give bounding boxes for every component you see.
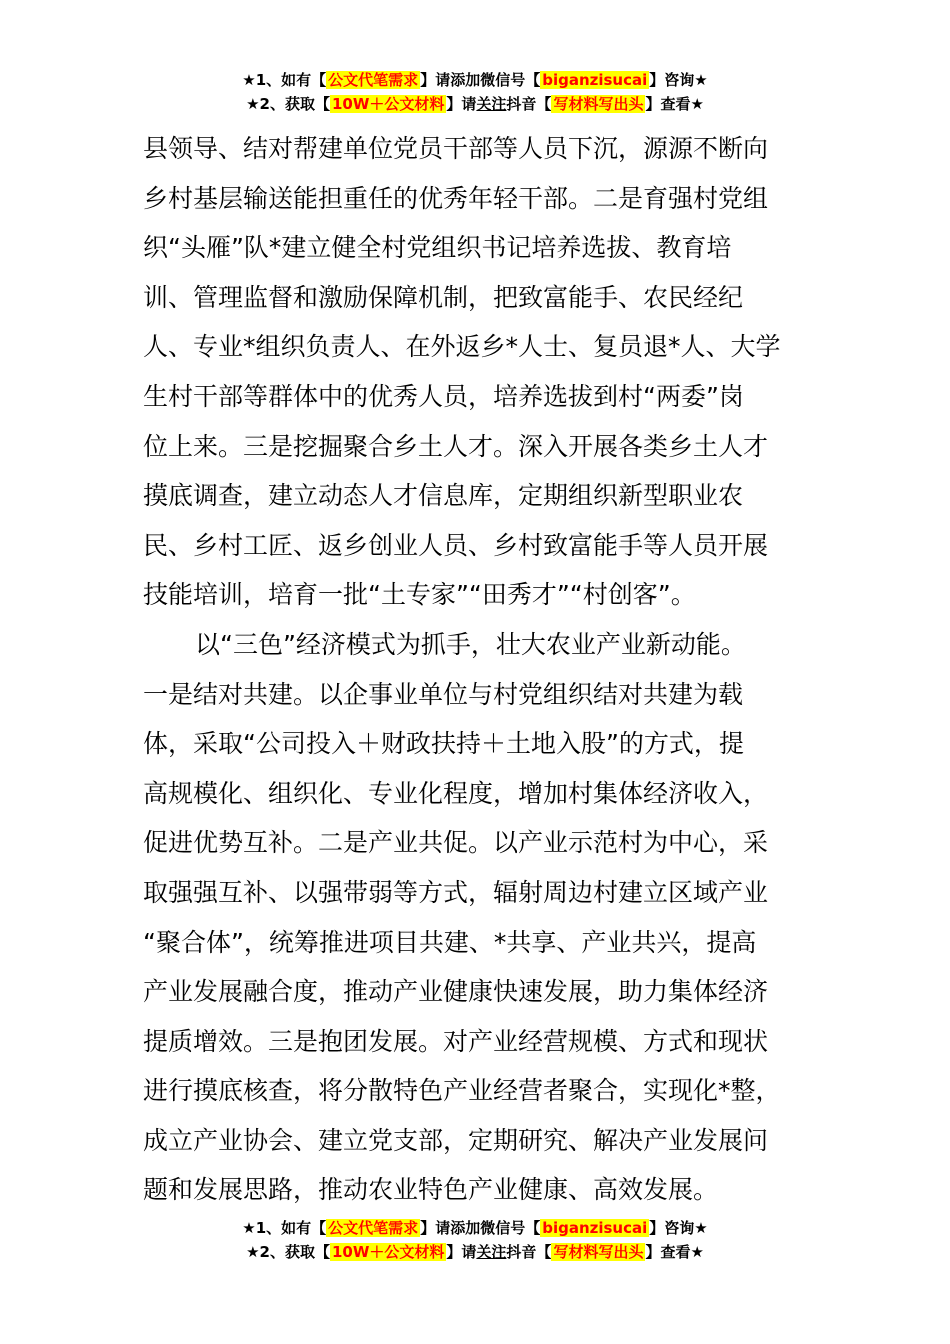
document-body <box>143 124 807 1215</box>
highlight-douyin: 写材料写出头 <box>553 95 644 113</box>
body-line: 促进优势互补。二是产业共促。以产业示范村为中心，采 <box>143 828 769 858</box>
banner-line-1 <box>0 1216 950 1240</box>
banner-text: 】请 <box>446 95 477 113</box>
banner-text: ★2、获取【 <box>246 95 330 113</box>
header-banner <box>0 68 950 116</box>
paragraph-heading: 以“三色”经济模式为抓手，壮大农业产业新动能。 <box>195 629 746 659</box>
highlight-douyin: 写材料写出头 <box>553 1243 644 1261</box>
body-line: 人、专业*组织负责人、在外返乡*人士、复员退*人、大学 <box>143 332 781 362</box>
highlight-ghostwriting: 公文代笔需求 <box>328 1219 419 1237</box>
body-line: 题和发展思路，推动农业特色产业健康、高效发展。 <box>143 1175 719 1205</box>
banner-text: 抖音【 <box>506 95 552 113</box>
body-line: 民、乡村工匠、返乡创业人员、乡村致富能手等人员开展 <box>143 530 769 560</box>
body-line: 提质增效。三是抱团发展。对产业经营规模、方式和现状 <box>143 1026 769 1056</box>
banner-text: 】请添加微信号【 <box>420 71 541 89</box>
body-line: 取强强互补、以强带弱等方式，辐射周边村建立区域产业 <box>143 877 769 907</box>
body-line: 体，采取“公司投入＋财政扶持＋土地入股”的方式，提 <box>143 729 744 759</box>
banner-text: ★1、如有【 <box>242 1219 327 1237</box>
body-line: 成立产业协会、建立党支部，定期研究、解决产业发展问 <box>143 1125 769 1155</box>
body-line: 技能培训，培育一批“土专家”“田秀才”“村创客”。 <box>143 580 696 610</box>
banner-text: ★1、如有【 <box>242 71 327 89</box>
banner-text: 】咨询★ <box>649 71 708 89</box>
banner-text: 】查看★ <box>645 95 704 113</box>
banner-line-2 <box>0 92 950 116</box>
body-line: 县领导、结对帮建单位党员干部等人员下沉，源源不断向 <box>143 134 769 163</box>
body-line: 产业发展融合度，推动产业健康快速发展，助力集体经济 <box>143 977 769 1007</box>
banner-text: 】咨询★ <box>649 1219 708 1237</box>
body-line: 生村干部等群体中的优秀人员，培养选拔到村“两委”岗 <box>143 381 744 411</box>
underlined-follow: 关注 <box>476 1243 507 1261</box>
body-line: 位上来。三是挖掘聚合乡土人才。深入开展各类乡土人才 <box>143 431 769 461</box>
body-line: 一是结对共建。以企事业单位与村党组织结对共建为载 <box>143 679 744 709</box>
body-line: 摸底调查，建立动态人才信息库，定期组织新型职业农 <box>143 481 744 511</box>
banner-line-2 <box>0 1240 950 1264</box>
body-line: “聚合体”，统筹推进项目共建、*共享、产业共兴，提高 <box>143 927 757 957</box>
highlight-wechat-id: biganzisucai <box>542 71 648 89</box>
body-line: 织“头雁”队*建立健全村党组织书记培养选拔、教育培 <box>143 233 732 263</box>
body-line: 训、管理监督和激励保障机制，把致富能手、农民经纪 <box>143 282 744 312</box>
highlight-materials: 10W＋公文材料 <box>331 1243 445 1261</box>
body-line: 高规模化、组织化、专业化程度，增加村集体经济收入， <box>143 778 769 808</box>
body-line: 乡村基层输送能担重任的优秀年轻干部。二是育强村党组 <box>143 183 769 213</box>
highlight-wechat-id: biganzisucai <box>542 1219 648 1237</box>
banner-text: ★2、获取【 <box>246 1243 330 1261</box>
underlined-follow: 关注 <box>476 95 507 113</box>
banner-text: 】请 <box>446 1243 477 1261</box>
footer-banner <box>0 1216 950 1264</box>
highlight-materials: 10W＋公文材料 <box>331 95 445 113</box>
highlight-ghostwriting: 公文代笔需求 <box>328 71 419 89</box>
banner-text: 】查看★ <box>645 1243 704 1261</box>
banner-text: 抖音【 <box>506 1243 552 1261</box>
banner-text: 】请添加微信号【 <box>420 1219 541 1237</box>
banner-line-1 <box>0 68 950 92</box>
body-line: 进行摸底核查，将分散特色产业经营者聚合，实现化*整， <box>143 1076 781 1106</box>
